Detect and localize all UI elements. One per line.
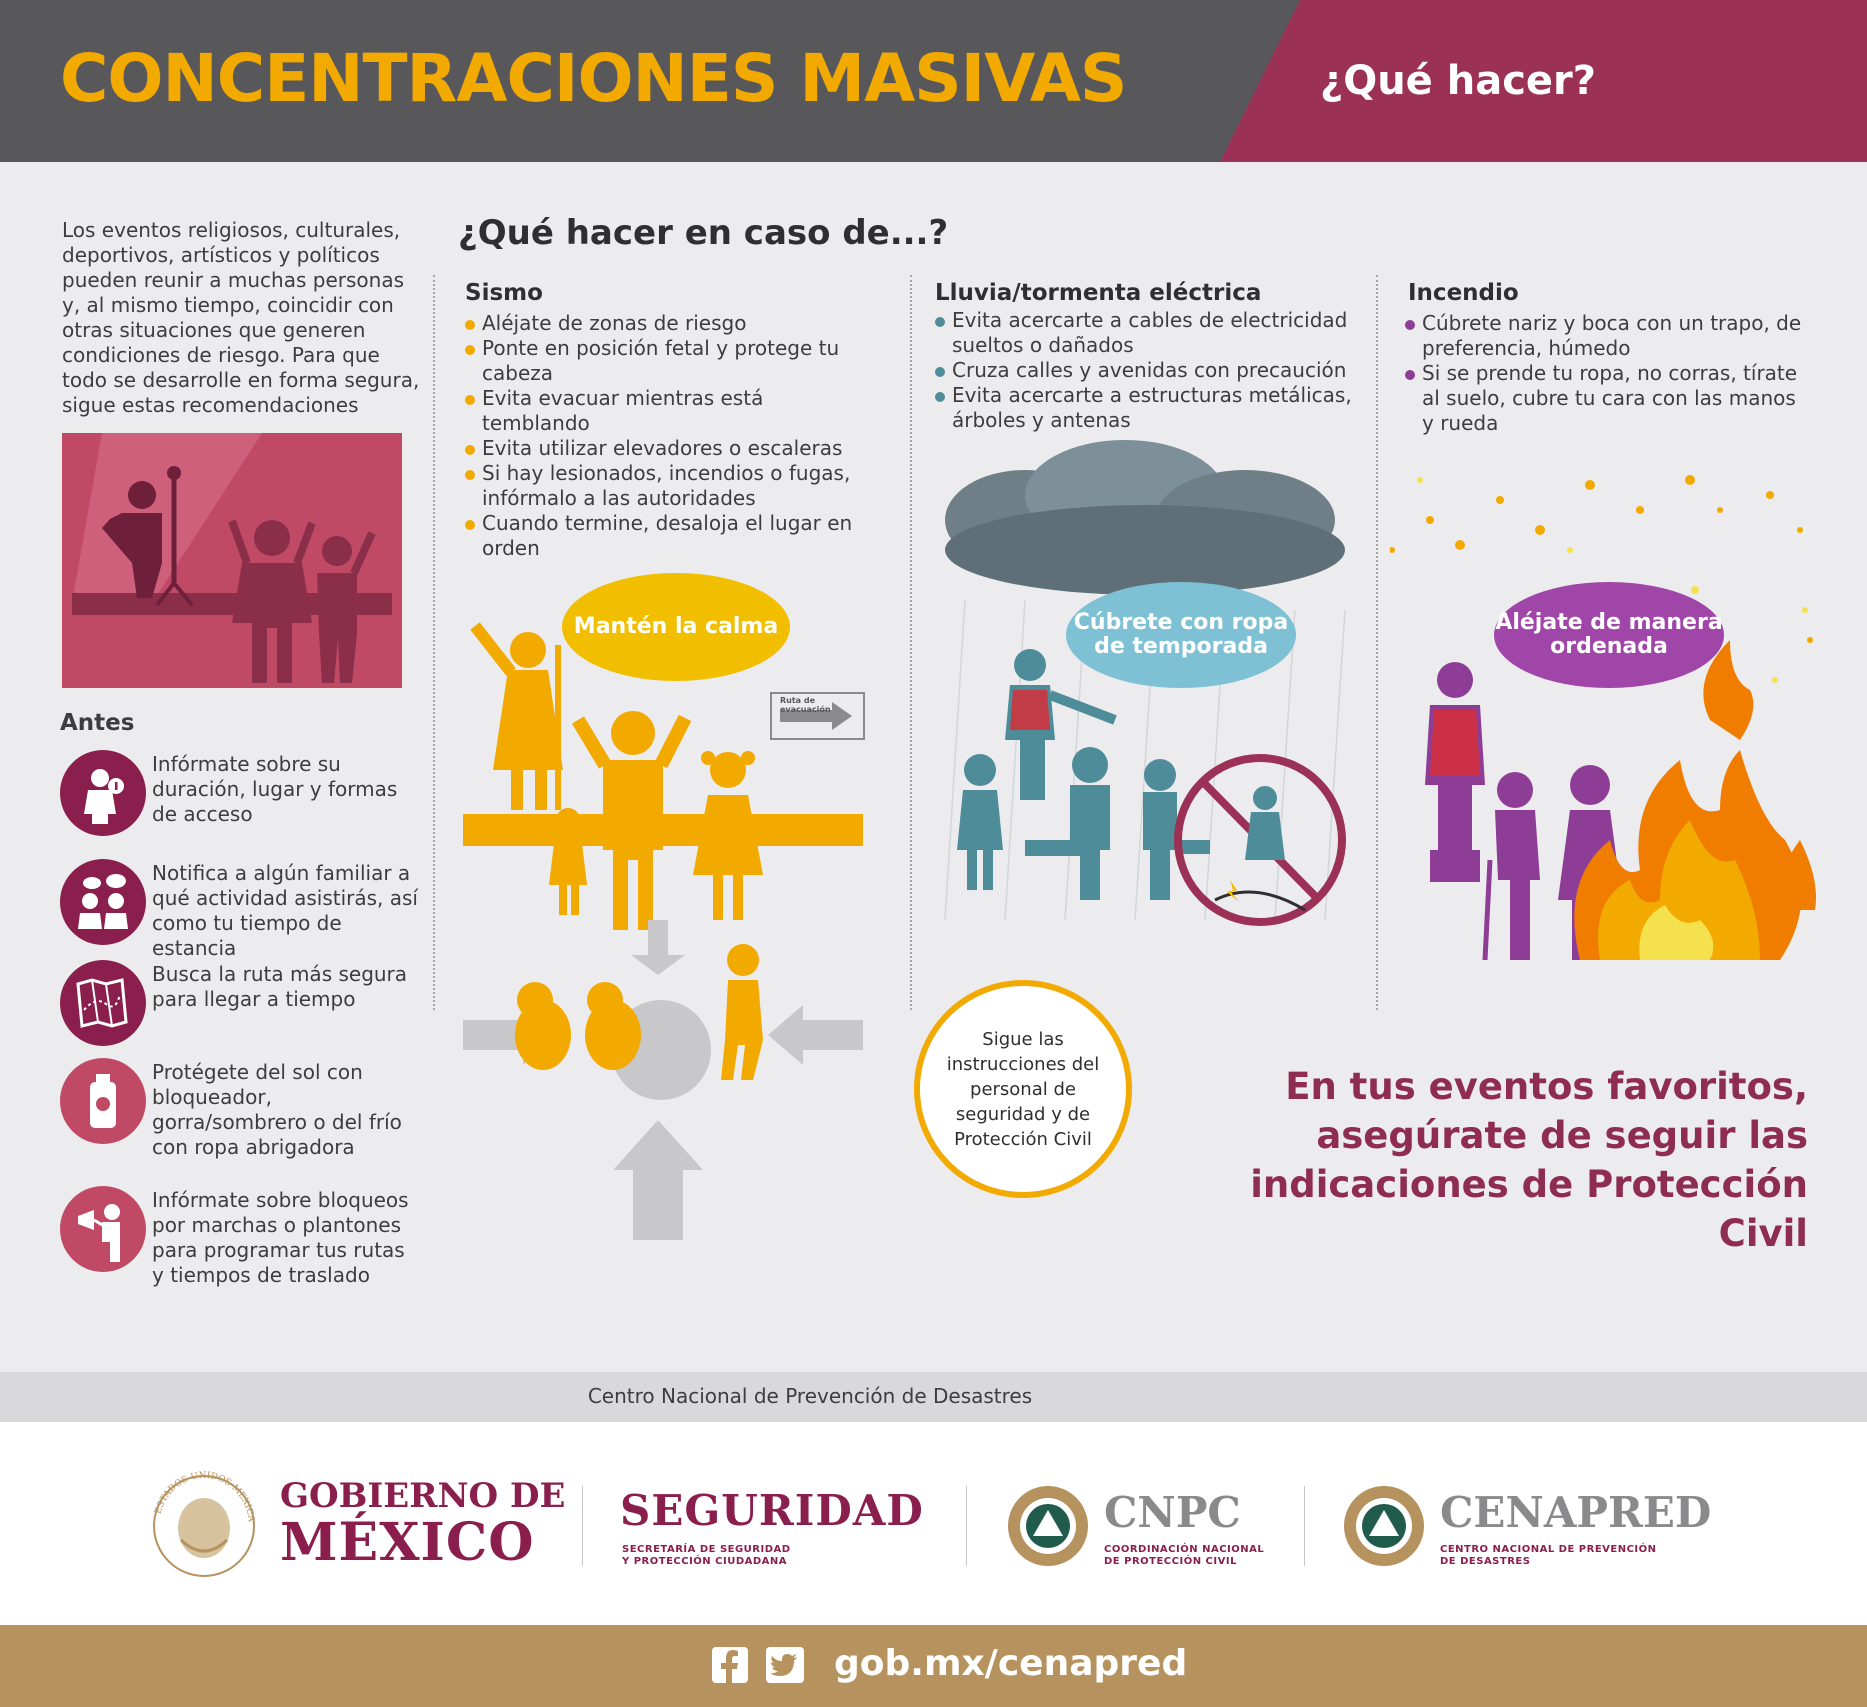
footer-organization: Centro Nacional de Prevención de Desastres: [587, 1384, 1033, 1408]
speech-bubble: Mantén la calma: [562, 573, 790, 681]
list-item: Evita evacuar mientras está temblando: [465, 386, 875, 436]
cnpc-logo: CNPC: [1104, 1488, 1241, 1537]
cenapred-logo: CENAPRED: [1440, 1488, 1712, 1537]
cnpc-sub2: DE PROTECCIÓN CIVIL: [1104, 1556, 1237, 1567]
national-seal-icon: [145, 1462, 263, 1584]
column-divider: [910, 275, 912, 1010]
megaphone-icon: [60, 1186, 146, 1272]
antes-item-text: Protégete del sol con bloqueador, gorra/sombrero o del frío con ropa abrigadora: [152, 1060, 402, 1159]
cenapred-emblem-icon: [1342, 1484, 1426, 1568]
cenapred-sub2: DE DESASTRES: [1440, 1556, 1531, 1567]
list-item: Ponte en posición fetal y protege tu cabeza: [465, 336, 875, 386]
sunscreen-icon: [60, 1058, 146, 1144]
speech-bubble: Aléjate de manera ordenada: [1494, 582, 1724, 688]
sismo-list: [465, 311, 875, 561]
seguridad-sub2: Y PROTECCIÓN CIUDADANA: [622, 1556, 788, 1567]
logo-separator: [1304, 1486, 1305, 1566]
logo-separator: [966, 1486, 967, 1566]
facebook-icon[interactable]: [712, 1647, 748, 1683]
list-item: Evita acercarte a cables de electricidad sueltos o dañados: [935, 308, 1355, 358]
fire-illustration: [1390, 440, 1830, 970]
evacuation-sign-label: Ruta de evacuación: [780, 696, 831, 714]
seal-text: ESTADOS UNIDOS MEXICA: [153, 1470, 256, 1523]
list-item: Cuando termine, desaloja el lugar en orden: [465, 511, 875, 561]
cnpc-emblem-icon: [1006, 1484, 1090, 1568]
cnpc-sub1: COORDINACIÓN NACIONAL: [1104, 1544, 1265, 1555]
safety-instruction-badge: Sigue las instrucciones del personal de seguridad y de Protección Civil: [914, 980, 1132, 1198]
earthquake-illustration: [463, 610, 883, 1250]
list-item: Si hay lesionados, incendios o fugas, infórmalo a las autoridades: [465, 461, 875, 511]
header-banner: [0, 0, 1867, 162]
list-item: Si se prende tu ropa, no corras, tírate al suelo, cubre tu cara con las manos y rueda: [1405, 361, 1805, 436]
page-subtitle: ¿Qué hacer?: [1320, 58, 1596, 104]
gob-logo-line2: MÉXICO: [280, 1512, 535, 1573]
lluvia-list: [935, 308, 1355, 433]
cenapred-sub1: CENTRO NACIONAL DE PREVENCIÓN: [1440, 1544, 1657, 1555]
column-divider: [1376, 275, 1378, 1010]
concert-illustration: [62, 433, 402, 688]
lluvia-title: Lluvia/tormenta eléctrica: [935, 280, 1262, 306]
antes-item-text: Infórmate sobre bloqueos por marchas o plantones para programar tus rutas y tiempos de traslado: [152, 1188, 409, 1287]
incendio-title: Incendio: [1408, 280, 1519, 306]
antes-item-text: Busca la ruta más segura para llegar a tiempo: [152, 962, 408, 1011]
twitter-icon[interactable]: [766, 1647, 804, 1683]
seguridad-logo: SEGURIDAD: [620, 1486, 924, 1535]
list-item: Evita utilizar elevadores o escaleras: [465, 436, 875, 461]
map-route-icon: [60, 960, 146, 1046]
list-item: Cruza calles y avenidas con precaución: [935, 358, 1355, 383]
section-heading: ¿Qué hacer en caso de...?: [458, 213, 949, 253]
closing-message: En tus eventos favoritos, asegúrate de seguir las indicaciones de Protección Civil: [1250, 1065, 1808, 1255]
list-item: Aléjate de zonas de riesgo: [465, 311, 875, 336]
list-item: Evita acercarte a estructuras metálicas, árboles y antenas: [935, 383, 1355, 433]
gob-logo-line1: GOBIERNO DE: [280, 1476, 566, 1516]
column-divider: [433, 275, 435, 1010]
logo-separator: [582, 1486, 583, 1566]
intro-text: Los eventos religiosos, culturales, deportivos, artísticos y políticos pueden reunir a muchas personas y, al mismo tiempo, coincidir con otras situaciones que generen condiciones de riesgo. Para que todo se desarrolle en forma segura, sigue estas recomendaciones: [62, 218, 420, 417]
page-title: CONCENTRACIONES MASIVAS: [60, 40, 1127, 117]
sismo-title: Sismo: [465, 280, 543, 306]
info-person-icon: [60, 750, 146, 836]
antes-item-text: Infórmate sobre su duración, lugar y formas de acceso: [152, 752, 398, 826]
website-link[interactable]: gob.mx/cenapred: [834, 1643, 1188, 1684]
storm-illustration: [925, 440, 1365, 960]
incendio-list: [1405, 311, 1805, 436]
seguridad-sub1: SECRETARÍA DE SEGURIDAD: [622, 1544, 791, 1555]
antes-item-text: Notifica a algún familiar a qué actividad asistirás, así como tu tiempo de estancia: [152, 861, 418, 960]
antes-heading: Antes: [60, 710, 135, 736]
logos-area: [0, 1422, 1867, 1625]
chat-people-icon: [60, 859, 146, 945]
speech-bubble: Cúbrete con ropa de temporada: [1066, 582, 1296, 688]
list-item: Cúbrete nariz y boca con un trapo, de preferencia, húmedo: [1405, 311, 1805, 361]
